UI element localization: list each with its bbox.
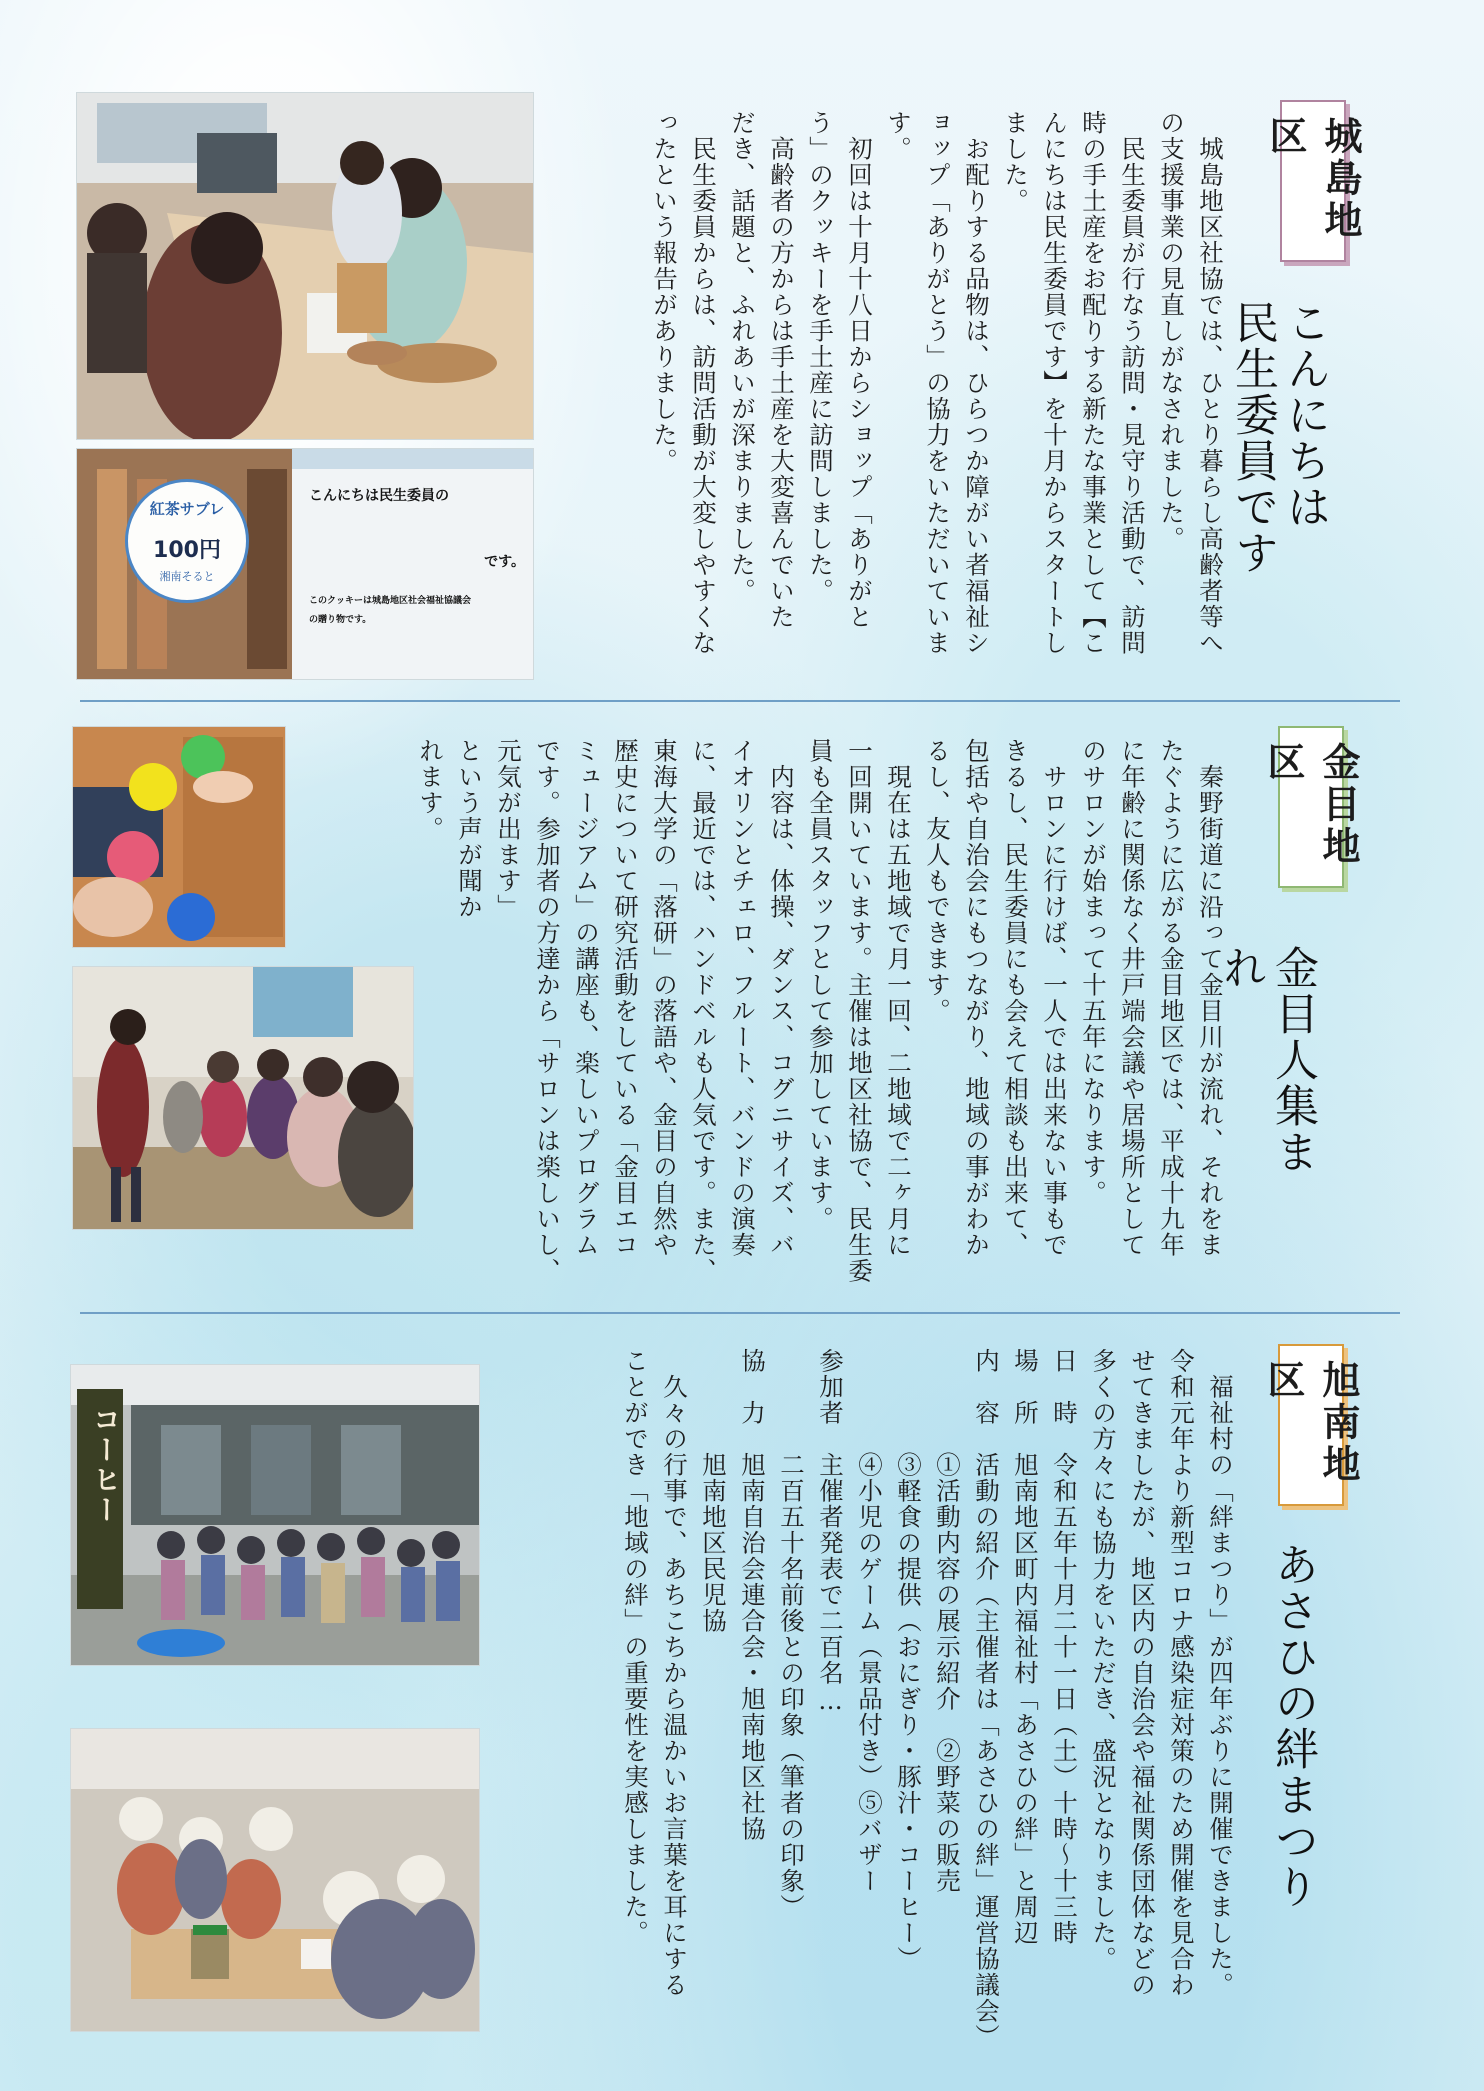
body-line: 現在は五地域で月一回、二地域で二ヶ月に (884, 738, 913, 1258)
body-line: う」のクッキーを手土産に訪問しました。 (806, 110, 835, 604)
article-body-kaname (290, 738, 1230, 1298)
body-line: 包括や自治会にもつながり、地域の事がわか (962, 738, 991, 1258)
body-line: 初回は十月十八日からショップ「ありがと (845, 110, 874, 630)
body-line: ①活動内容の展示紹介 ②野菜の販売 (933, 1348, 962, 1894)
article-body-kyokunan (500, 1348, 1240, 2048)
body-line: 内 容 活動の紹介（主催者は「あさひの絆」運営協議会） (972, 1348, 1001, 2050)
body-line: す。 (884, 110, 913, 162)
body-line: 参加者 主催者発表で二百名… (816, 1348, 845, 1717)
body-line: 場 所 旭南地区町内福祉村「あさひの絆」と周辺 (1011, 1348, 1040, 1946)
body-line: 久々の行事で、あちこちから温かいお言葉を耳にする (660, 1348, 689, 1998)
photo-cookie-sign (76, 448, 534, 680)
body-line: の支援事業の見直しがなされました。 (1157, 110, 1186, 552)
body-line: ④小児のゲーム（景品付き）⑤バザー (855, 1348, 884, 1894)
body-line: 城島地区社協では、ひとり暮らし高齢者等へ (1196, 110, 1225, 656)
article-title-kaname: 金目人集まれ (1215, 945, 1318, 1175)
district-tag-kyokunan: 旭南地区 (1278, 1344, 1344, 1506)
body-line: 東海大学の「落研」の落語や、金目の自然や (650, 738, 679, 1258)
message-card-line4: の贈り物です。 (309, 615, 372, 625)
price-sign-price: 100円 (153, 538, 221, 563)
price-sign-shop: 湘南そると (159, 570, 215, 583)
photo-festival-dining (70, 1728, 480, 2032)
article-body-kijima (590, 110, 1230, 680)
body-line: お配りする品物は、ひらつか障がい者福祉シ (962, 110, 991, 656)
body-line: 福祉村の「絆まつり」が四年ぶりに開催できました。 (1206, 1348, 1235, 1998)
message-card (309, 485, 525, 625)
body-line: 民生委員が行なう訪問・見守り活動で、訪問 (1118, 110, 1147, 656)
body-line: という声が聞か (455, 738, 484, 920)
body-line: に年齢に関係なく井戸端会議や居場所として (1118, 738, 1147, 1258)
body-line: ③軽食の提供（おにぎり・豚汁・コーヒー） (894, 1348, 923, 1972)
message-card-line3: このクッキーは城島地区社会福祉協議会 (309, 596, 472, 606)
body-line: 一回開いています。主催は地区社協で、民生委 (845, 738, 874, 1284)
body-line: です。参加者の方達から「サロンは楽しいし、 (533, 738, 562, 1284)
body-line: 令和元年より新型コロナ感染症対策のため開催を見合わ (1167, 1348, 1196, 1998)
photo-handbells (72, 726, 286, 948)
photo-cookie-packing (76, 92, 534, 440)
body-line: んにちは民生委員です】を十月からスタートし (1040, 110, 1069, 656)
body-line: 内容は、体操、ダンス、コグニサイズ、バ (767, 738, 796, 1258)
body-line: ミュージアム」の講座も、楽しいプログラム (572, 738, 601, 1258)
district-tag-kijima: 城島地区 (1280, 100, 1346, 262)
photo-festival-crowd (70, 1364, 480, 1666)
body-line: 員も全員スタッフとして参加しています。 (806, 738, 835, 1232)
section-kyokunan (0, 1312, 1484, 2091)
body-line: 二百五十名前後との印象（筆者の印象） (777, 1348, 806, 1920)
body-line: イオリンとチェロ、フルート、バンドの演奏 (728, 738, 757, 1258)
photo-salon-participants (72, 966, 414, 1230)
body-line: ったという報告がありました。 (650, 110, 679, 474)
body-line: 歴史について研究活動をしている「金目エコ (611, 738, 640, 1258)
body-line: のサロンが始まって十五年になります。 (1079, 738, 1108, 1206)
body-line: 秦野街道に沿って金目川が流れ、それをま (1196, 738, 1225, 1258)
body-line: せてきましたが、地区内の自治会や福祉関係団体などの (1128, 1348, 1157, 1998)
body-line: 協 力 旭南自治会連合会・旭南地区社協 (738, 1348, 767, 1842)
article-title-kijima: こんにちは 民生委員です (1227, 300, 1330, 576)
body-line: だき、話題と、ふれあいが深まりました。 (728, 110, 757, 604)
body-line: 時の手土産をお配りする新たな事業として【こ (1079, 110, 1108, 656)
body-line: 日 時 令和五年十月二十一日（土）十時〜十三時 (1050, 1348, 1079, 1946)
message-card-line1: こんにちは民生委員の (309, 488, 449, 504)
price-sign (125, 479, 249, 603)
body-line: サロンに行けば、一人では出来ない事もで (1040, 738, 1069, 1258)
body-line: れます。 (416, 738, 445, 842)
body-line: ました。 (1001, 110, 1030, 214)
district-tag-kaname: 金目地区 (1278, 726, 1344, 888)
section-kaname (0, 700, 1484, 1310)
body-line: 高齢者の方からは手土産を大変喜んでいた (767, 110, 796, 630)
body-line: ョップ「ありがとう」の協力をいただいていま (923, 110, 952, 656)
message-card-line2: です。 (484, 554, 525, 570)
body-line: るし、友人もできます。 (923, 738, 952, 1024)
article-title-kyokunan: あさひの絆まつり (1267, 1542, 1318, 1910)
body-line: きるし、民生委員にも会えて相談も出来て、 (1001, 738, 1030, 1258)
body-line: 元気が出ます」 (494, 738, 523, 920)
body-line: に、最近では、ハンドベルも人気です。また、 (689, 738, 718, 1284)
coffee-banner: コーヒー (89, 1405, 122, 1525)
body-line: たぐように広がる金目地区では、平成十九年 (1157, 738, 1186, 1258)
section-kijima (0, 0, 1484, 700)
body-line: 旭南地区民児協 (699, 1348, 728, 1634)
body-line: 民生委員からは、訪問活動が大変しやすくな (689, 110, 718, 656)
body-line: ことができ「地域の絆」の重要性を実感しました。 (621, 1348, 650, 1946)
price-sign-title: 紅茶サブレ (149, 500, 225, 518)
body-line: 多くの方々にも協力をいただき、盛況となりました。 (1089, 1348, 1118, 1972)
